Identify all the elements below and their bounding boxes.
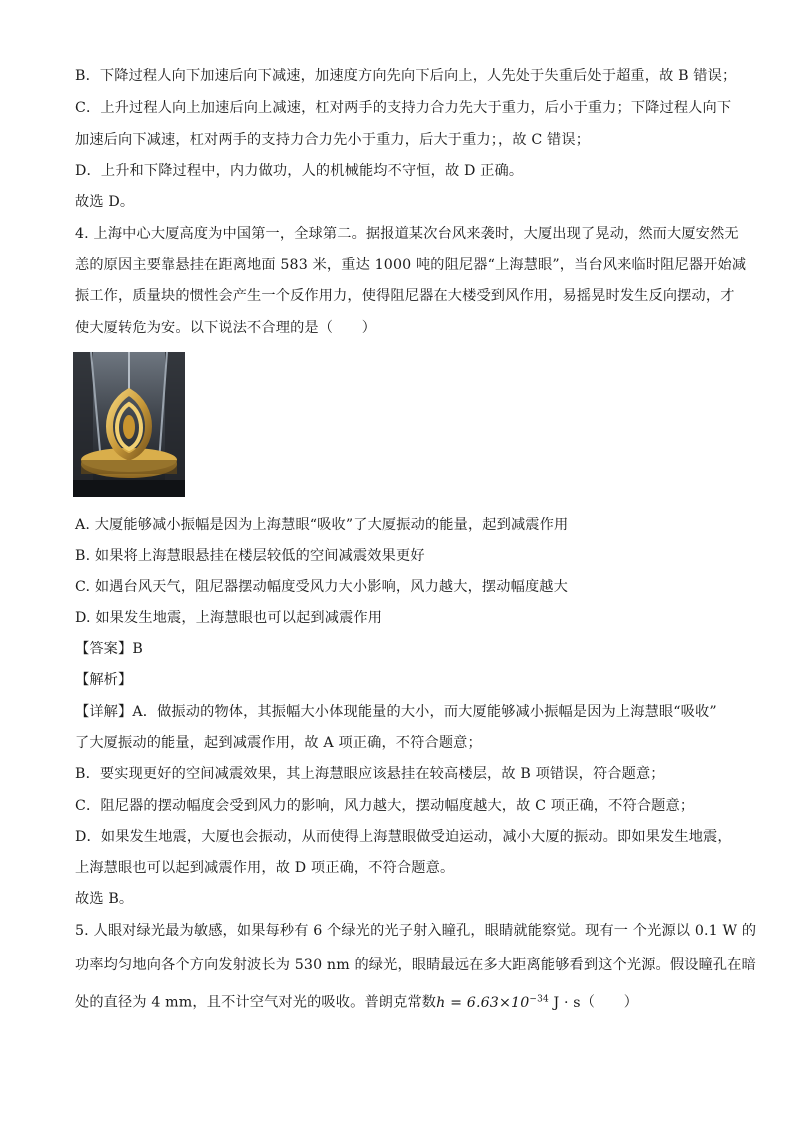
damper-illustration xyxy=(73,352,185,497)
q5-stem-line3 xyxy=(75,989,638,1013)
formula-unit: J · s xyxy=(548,994,581,1011)
q4-answer xyxy=(75,639,143,659)
detail-label: 【详解】 xyxy=(75,704,133,720)
damper-photo xyxy=(73,352,185,497)
q4-stem-line4: 使大厦转危为安。以下说法不合理的是（ ） xyxy=(75,320,377,336)
q4-detail-a-line2: 了大厦振动的能量，起到减震作用，故 A 项正确，不符合题意； xyxy=(75,735,482,751)
q4-stem-line2: 恙的原因主要靠悬挂在距离地面 583 米，重达 1000 吨的阻尼器“上海慧眼”，当台风来临时阻尼器开始减 xyxy=(75,257,747,273)
q4-option-a: A. 大厦能够减小振幅是因为上海慧眼“吸收”了大厦振动的能量，起到减震作用 xyxy=(75,517,569,533)
q3-option-b-explanation: B．下降过程人向下加速后向下减速，加速度方向先向下后向上，人先处于失重后处于超重，故 B 错误； xyxy=(75,68,737,84)
q3-option-c-explanation-line2: 加速后向下减速，杠对两手的支持力合力先小于重力，后大于重力；，故 C 错误； xyxy=(75,132,591,148)
q3-conclusion: 故选 D。 xyxy=(75,194,135,210)
q4-detail-b: B．要实现更好的空间减震效果，其上海慧眼应该悬挂在较高楼层，故 B 项错误，符合题意； xyxy=(75,766,665,782)
q5-stem-prefix: 处的直径为 4 mm，且不计空气对光的吸收。普朗克常数 xyxy=(75,994,437,1011)
q4-detail-a-line1 xyxy=(75,702,717,722)
formula-exponent: −34 xyxy=(529,994,549,1004)
q4-stem-line1: 4. 上海中心大厦高度为中国第一，全球第二。据报道某次台风来袭时，大厦出现了晃动，然而大厦安然无 xyxy=(75,226,739,242)
q4-analysis-label: 【解析】 xyxy=(75,672,133,688)
q4-option-d: D. 如果发生地震，上海慧眼也可以起到减震作用 xyxy=(75,610,383,626)
q4-option-b: B. 如果将上海慧眼悬挂在楼层较低的空间减震效果更好 xyxy=(75,548,425,564)
planck-constant-formula xyxy=(436,995,581,1011)
q5-stem-line2: 功率均匀地向各个方向发射波长为 530 nm 的绿光，眼睛最远在多大距离能够看到这个光源。假设瞳孔在暗 xyxy=(75,957,756,973)
q5-stem-suffix: （ ） xyxy=(580,994,639,1011)
q3-option-c-explanation-line1: C．上升过程人向上加速后向上减速，杠对两手的支持力合力先大于重力，后小于重力；下降过程人向下 xyxy=(75,100,732,116)
q4-detail-d-line1: D．如果发生地震，大厦也会振动，从而使得上海慧眼做受迫运动，减小大厦的振动。即如果发生地震， xyxy=(75,829,732,845)
formula-main: h = 6.63×10 xyxy=(436,994,530,1011)
q4-detail-c: C．阻尼器的摆动幅度会受到风力的影响，风力越大，摆动幅度越大，故 C 项正确，不符合题意； xyxy=(75,798,695,814)
q4-detail-d-line2: 上海慧眼也可以起到减震作用，故 D 项正确，不符合题意。 xyxy=(75,860,455,876)
q4-option-c: C. 如遇台风天气，阻尼器摆动幅度受风力大小影响，风力越大，摆动幅度越大 xyxy=(75,579,568,595)
q5-stem-line1: 5. 人眼对绿光最为敏感，如果每秒有 6 个绿光的光子射入瞳孔，眼睛就能察觉。现有一 个光源以 0.1 W 的 xyxy=(75,923,757,939)
q4-stem-line3: 振工作，质量块的惯性会产生一个反作用力，使得阻尼器在大楼受到风作用，易摇晃时发生反向摆动，才 xyxy=(75,288,735,304)
detail-a-text: A．做振动的物体，其振幅大小体现能量的大小，而大厦能够减小振幅是因为上海慧眼“吸收” xyxy=(132,704,717,720)
answer-value: B xyxy=(132,641,143,657)
answer-label: 【答案】 xyxy=(75,641,133,657)
q3-option-d-explanation: D．上升和下降过程中，内力做功，人的机械能均不守恒，故 D 正确。 xyxy=(75,163,524,179)
q4-conclusion: 故选 B。 xyxy=(75,891,134,907)
